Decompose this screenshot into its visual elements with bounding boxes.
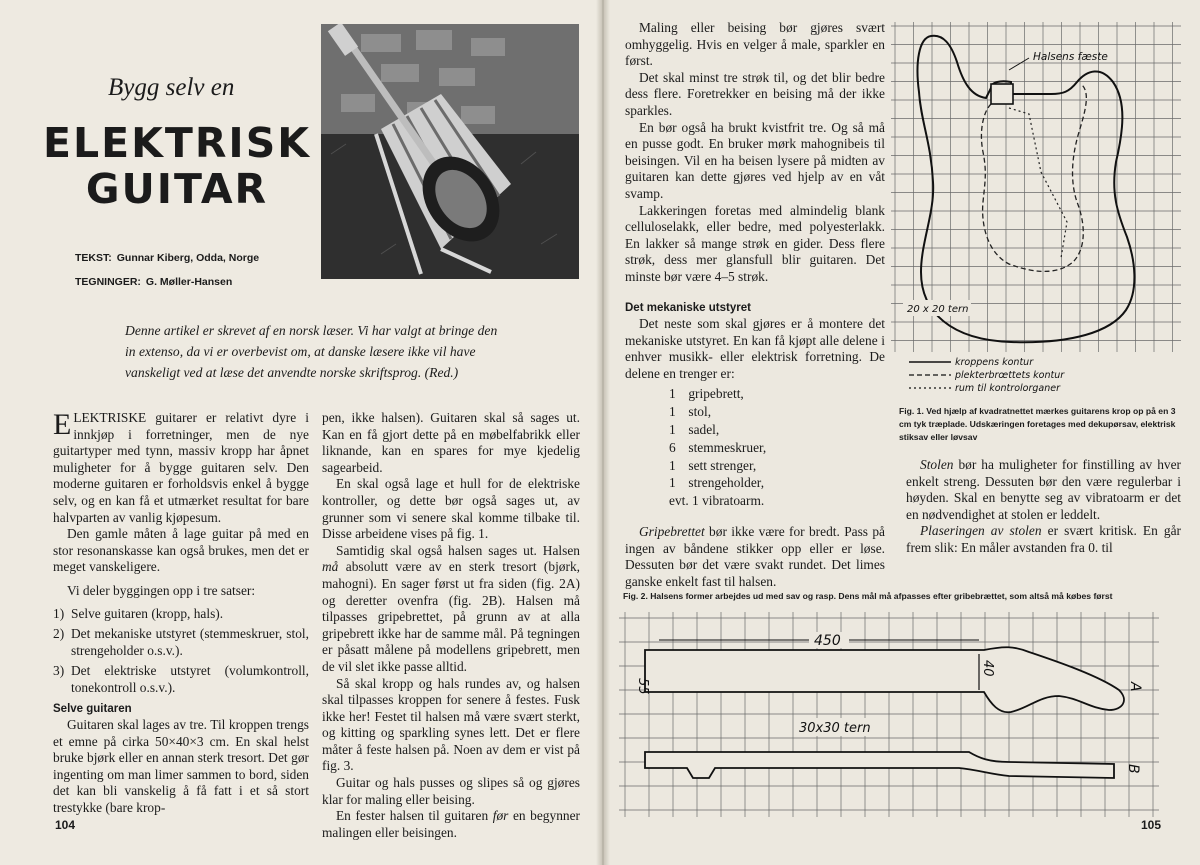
list-item: 2) Det mekaniske utstyret (stemmeskruer, stol, strengeholder o.s.v.). (53, 626, 309, 658)
paragraph: Så skal kropp og hals rundes av, og halsen skal tilpasses kroppen for senere å festes. Fusk ikke her! Festet til halsen må være svært sterkt, og kitting og sparkling synes lett. Det er flere måter å feste halsen på. Noen av dem er vist på fig. 3. (322, 675, 580, 774)
guitar-photo (321, 24, 579, 279)
list-item: 1 sadel, (669, 422, 720, 438)
paragraph: Maling eller beising bør gjøres svært omhyggelig. Hvis en velger å male, sparkler en først. (625, 20, 885, 69)
drop-cap: E (53, 408, 72, 441)
stages-list (53, 606, 309, 697)
paragraph: Den gamle måten å lage guitar på med en stor resonanskasse kan også brukes, men det er meget vanskeligere. (53, 526, 309, 575)
fig1-label-neck: Halsens fæste (1033, 51, 1108, 63)
legend-body: kroppens kontur (955, 357, 1034, 368)
figure-1-body-drawing (891, 22, 1181, 402)
left-column-1 (53, 410, 309, 817)
editor-intro: Denne artikel er skrevet af en norsk læser. Vi har valgt at bringe den in extenso, da vi er overbevist om, at danske læsere ikke vil have vanskeligt ved at læse det anvendte norske skriftsprog. (Red.) (125, 323, 498, 380)
list-item: 3) Det elektriske utstyret (volumkontroll, tonekontroll o.s.v.). (53, 663, 309, 695)
fig1-grid-label: 20 x 20 tern (907, 304, 969, 315)
paragraph: Plaseringen av stolen er svært kritisk. En går frem slik: En måler avstanden fra 0. til (906, 523, 1182, 555)
list-item: 1 strengeholder, (669, 475, 765, 491)
page-number: 104 (55, 818, 76, 832)
spine-gutter (596, 0, 610, 865)
list-item: 1) Selve guitaren (kropp, hals). (53, 605, 224, 621)
legend-pickguard: plekterbrœttets kontur (955, 370, 1065, 381)
fig2-grid-label: 30x30 tern (799, 721, 871, 736)
legend-control-room: rum til kontrolorganer (955, 383, 1060, 394)
right-column-2 (906, 457, 1181, 557)
right-page (603, 0, 1200, 865)
paragraph: Guitar og hals pusses og slipes så og gjøres klar for maling eller beising. (322, 775, 580, 807)
list-item: evt. 1 vibratoarm. (669, 493, 765, 509)
list-item: 1 sett strenger, (669, 457, 757, 473)
list-item: 1 gripebrett, (669, 386, 744, 402)
dim-450: 450 (814, 633, 841, 649)
neck-top-view (645, 752, 1114, 778)
pickguard-contour (981, 84, 1086, 271)
dim-55: 55 (635, 678, 650, 695)
paragraph: pen, ikke halsen). Guitaren skal så sages ut. Kan en få gjort dette på en møbelfabrikk eller liknande, kan en spares for mye kjedelig sagearbeid. (322, 410, 580, 475)
left-column-2 (322, 410, 580, 841)
paragraph: Vi deler byggingen opp i tre satser: (67, 582, 256, 598)
section-heading: Selve guitaren (53, 702, 132, 715)
credit-drawings: TEGNINGER: G. Møller-Hansen (75, 276, 233, 288)
parts-list (669, 385, 885, 510)
paragraph: En fester halsen til guitaren før en begynner malingen eller beisingen. (322, 808, 580, 840)
paragraph: Lakkeringen foretas med almindelig blank celluloselakk, eller bedre, med polyesterlakk. En lakker så mange strøk en gider. Dess flere strøk, dess mer glansfull blir guitaren. Det minste bør være 4–5 strøk. (625, 202, 885, 284)
paragraph: Det skal minst tre strøk til, og det blir bedre dess flere. Foretrekker en beising må der ikke sparkles. (625, 69, 885, 118)
control-cavity (1009, 108, 1067, 258)
title-line-2: GUITAR (85, 165, 269, 213)
figure-2-neck-drawing (619, 612, 1159, 817)
section-heading: Det mekaniske utstyret (625, 301, 751, 314)
figure-1-caption: Fig. 1. Ved hjælp af kvadratnettet mærkes guitarens krop op på en 3 cm tyk træplade. Udskæringen foretages med dekupørsav, elektrisk stiksav eller løvsav (899, 406, 1176, 442)
list-item: 1 stol, (669, 404, 712, 420)
title-kicker: Bygg selv en (108, 74, 235, 101)
credits (75, 246, 259, 294)
neck-side-view (645, 647, 1124, 712)
paragraph: En skal også lage et hull for de elektriske kontroller, og dette bør også sages ut, av grunner som vi senere skal komme tilbake til. Disse arbeidene vises på fig. 1. (322, 476, 580, 542)
paragraph: Samtidig skal også halsen sages ut. Halsen må absolutt være av en sterk tresort (bjørk, mahogni). En sager først ut fra siden (fig. 2A) og deretter ovenfra (fig. 2B). Halsen må tilpasses gripebrettet, på grunn av at alla gripebrett ikke har de samme mål. På tegningen er påsatt målene på modellens gripebrett, men de vil slet ikke passe alltid. (322, 542, 580, 674)
credit-text: TEKST: Gunnar Kiberg, Odda, Norge (75, 252, 260, 264)
list-item: 6 stemmeskruer, (669, 439, 767, 455)
label-b: B (1125, 764, 1141, 774)
figure-2-caption: Fig. 2. Halsens former arbejdes ud med sav og rasp. Dens mål må afpasses efter gribebrættet, som altså må købes først (623, 591, 1113, 601)
dim-40: 40 (980, 660, 995, 677)
paragraph: ELEKTRISKE guitarer er relativt dyre i innkjøp i forretninger, men de nye guitartyper med tynn, massiv kropp har åpnet muligheter for å bygge guitaren selv. Den moderne guitaren er forholdsvis enkel å bygge selv, og en kan få et utmærket resultat for bare halvparten av vanlig kjøpesum. (53, 408, 309, 525)
label-a: A (1127, 682, 1143, 692)
paragraph: Stolen bør ha muligheter for finstilling av hver enkelt streng. Dessuten bør den være regulerbar i høyden. Skal en benytte seg av vibratoarm er det en nødvendighet at stolen er leddelt. (906, 457, 1181, 522)
title-line-1: ELEKTRISK (42, 119, 311, 167)
paragraph: Guitaren skal lages av tre. Til kroppen trengs et emne på cirka 50×40×3 cm. En skal helst bruke bjørk eller en annan sterk tresort. Det gør ingenting om man limer sammen to bord, siden det kan bli vanskelig å få fatt i et så stort trestykke (bare krop- (53, 717, 309, 816)
right-column-1 (625, 20, 885, 590)
paragraph: En bør også ha brukt kvistfrit tre. Og så må en pusse godt. En bruker mørk mahognibeis til beisingen. Vil en ha beisen lysere på midten av guitaren kan dette gjøres ved hjelp av en våt svamp. (625, 119, 885, 201)
paragraph: Det neste som skal gjøres er å montere det mekaniske utstyret. En kan få kjøpt alle delene i enhver musikk- eller elektrisk forretning. De delene en trenger er: (625, 316, 885, 381)
page-number: 105 (1141, 818, 1162, 832)
paragraph: Gripebrettet bør ikke være for bredt. Pass på ingen av båndene stikker opp eller er løse. Dessuten bør det være svakt rundet. Det limes ganske enkelt fast til halsen. (625, 524, 885, 589)
article-title (36, 120, 318, 212)
